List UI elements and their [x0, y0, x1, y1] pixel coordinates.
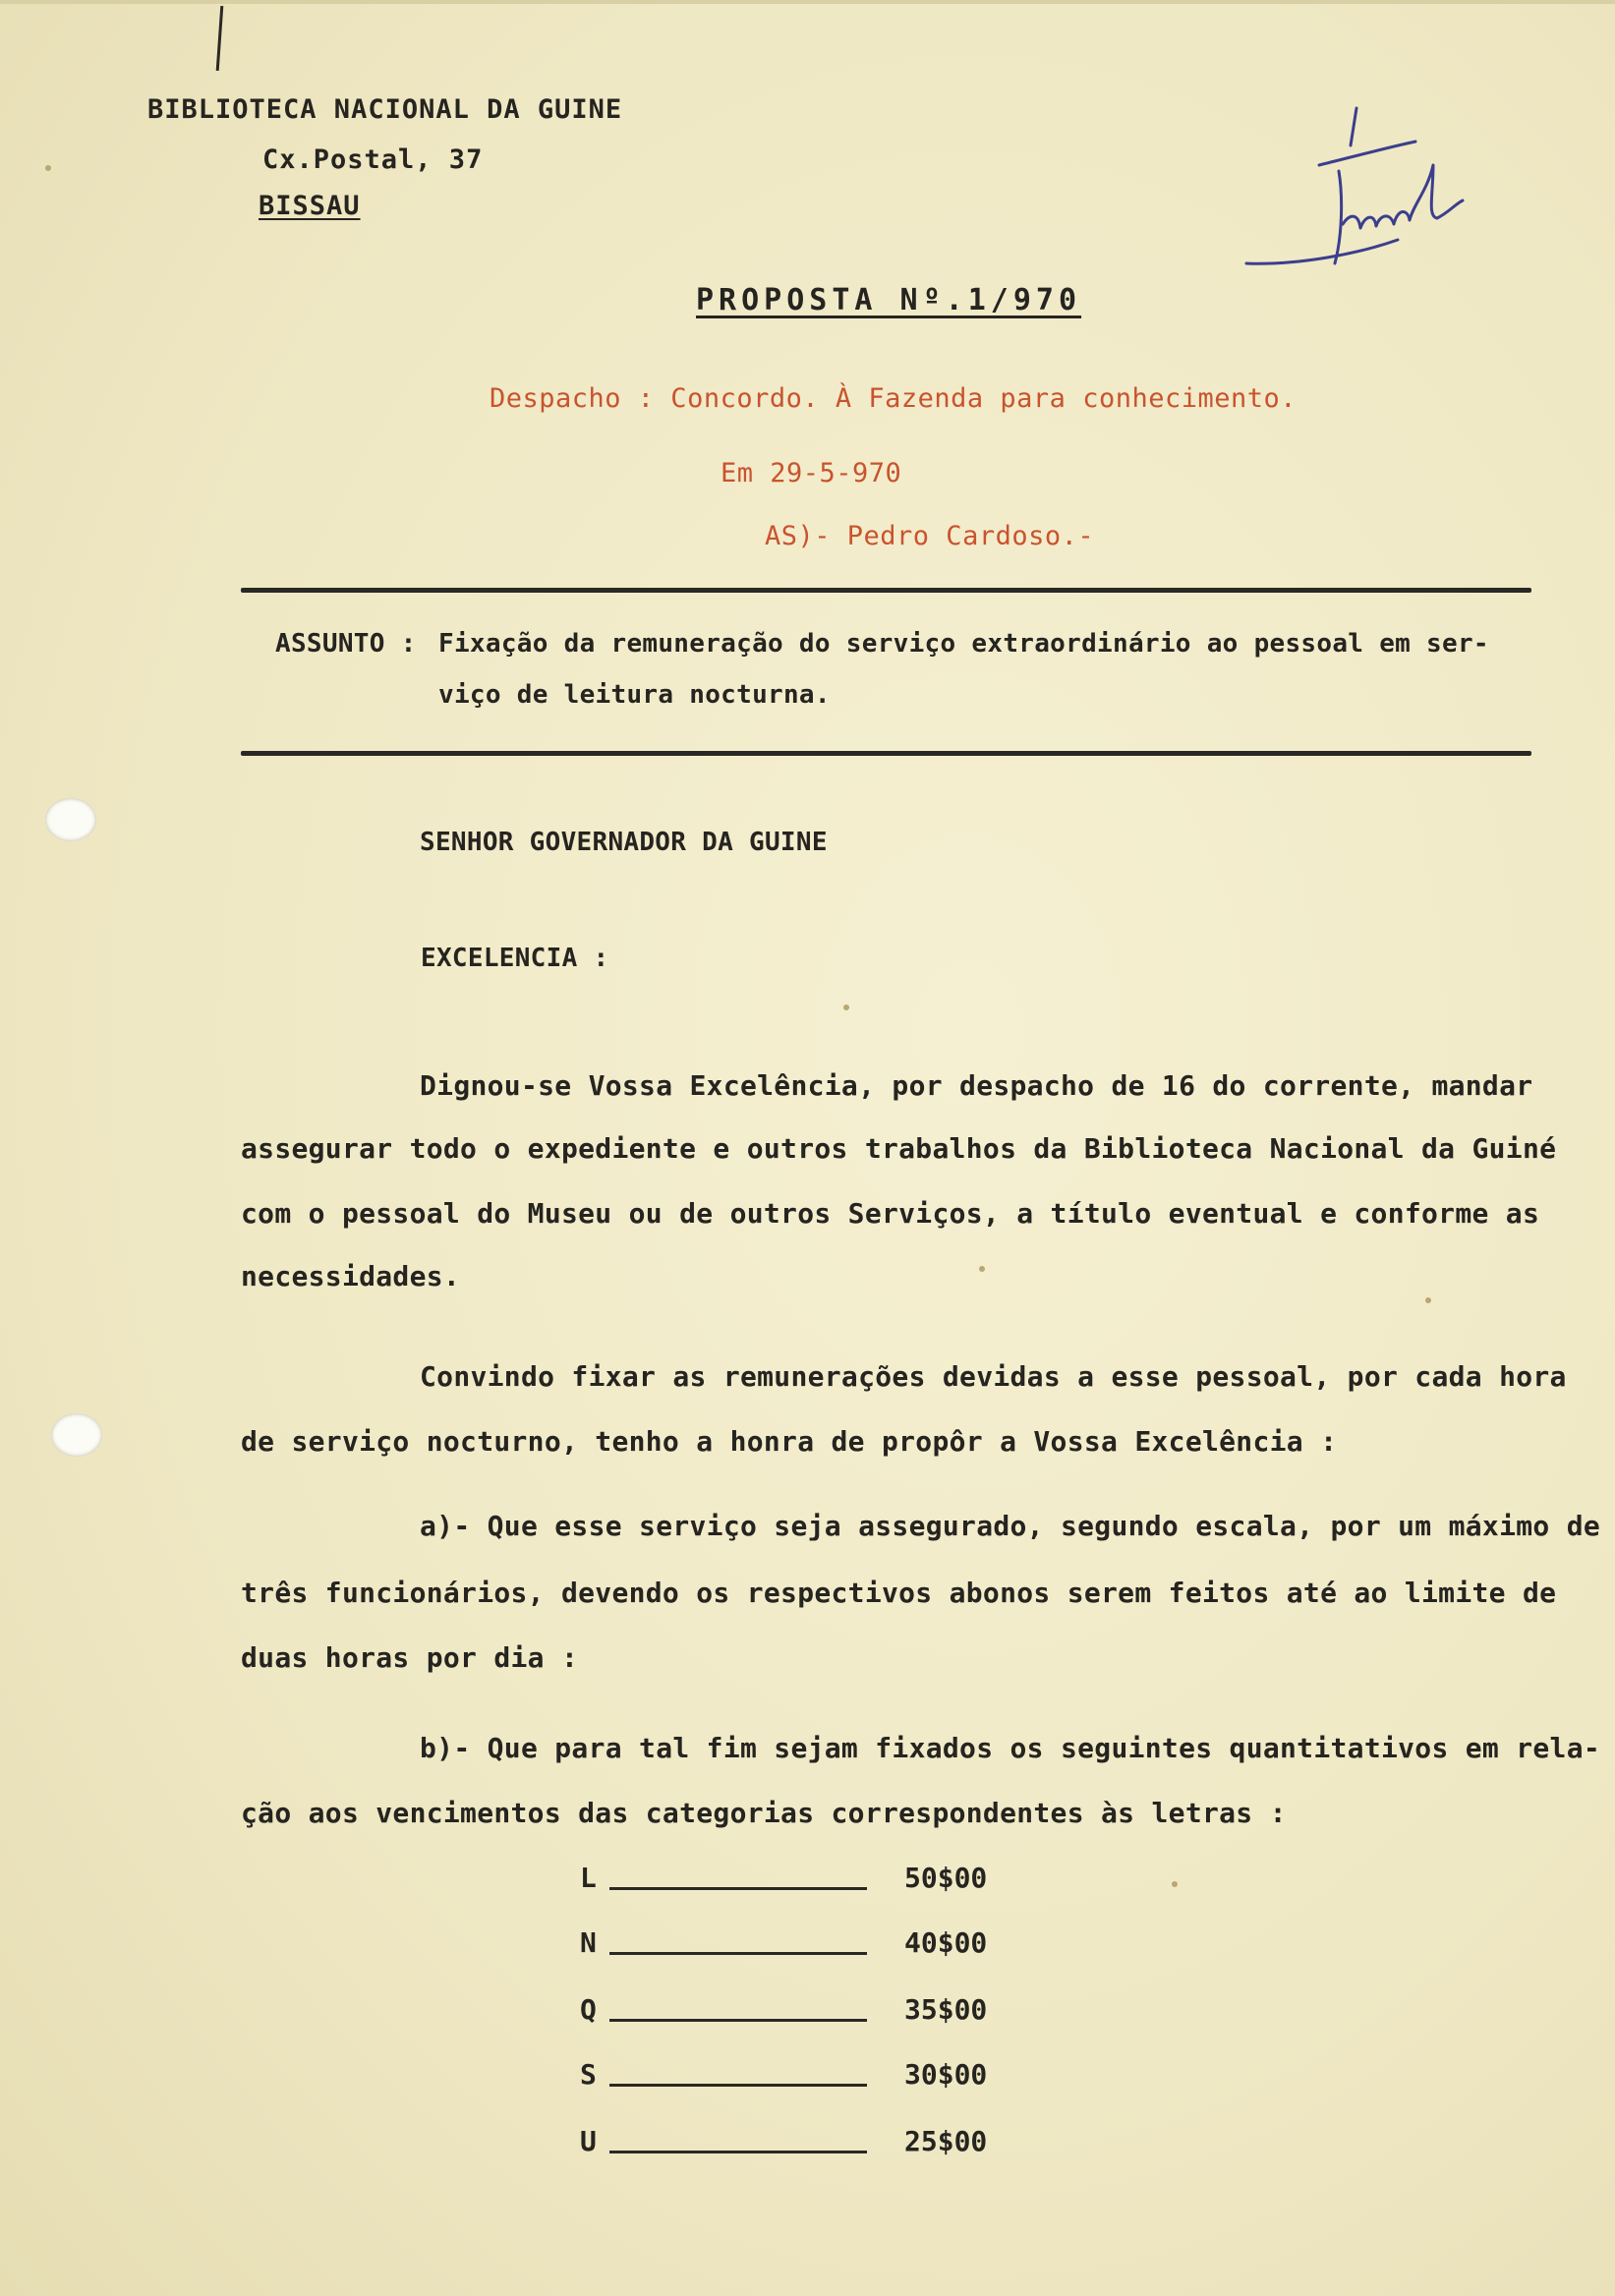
- page-edge: [0, 0, 1615, 4]
- rate-leader-line: [609, 2084, 867, 2087]
- separator-rule-bottom: [241, 751, 1531, 756]
- addressee: SENHOR GOVERNADOR DA GUINE: [420, 828, 828, 857]
- separator-rule-top: [241, 588, 1531, 593]
- despacho-date: Em 29-5-970: [721, 458, 902, 488]
- paragraph-4-line: b)- Que para tal fim sejam fixados os seguintes quantitativos em rela-: [420, 1732, 1601, 1764]
- rate-letter: Q: [580, 1993, 597, 2026]
- paper-speck: [979, 1266, 985, 1272]
- paragraph-1-line: Dignou-se Vossa Excelência, por despacho de 16 do corrente, mandar: [420, 1069, 1533, 1102]
- paragraph-4-line: ção aos vencimentos das categorias correspondentes às letras :: [241, 1797, 1287, 1829]
- handwritten-signature: [1240, 106, 1488, 283]
- rate-value: 50$00: [904, 1862, 988, 1894]
- rate-value: 30$00: [904, 2058, 988, 2091]
- paragraph-3-line: duas horas por dia :: [241, 1641, 579, 1674]
- despacho-signatory: AS)- Pedro Cardoso.-: [765, 521, 1095, 551]
- paragraph-3-line: a)- Que esse serviço seja assegurado, segundo escala, por um máximo de: [420, 1510, 1601, 1542]
- rate-letter: N: [580, 1926, 597, 1959]
- institution-name: BIBLIOTECA NACIONAL DA GUINE: [147, 94, 623, 125]
- rate-leader-line: [609, 1952, 867, 1955]
- despacho-line: Despacho : Concordo. À Fazenda para conhecimento.: [490, 383, 1298, 414]
- proposal-title: PROPOSTA Nº.1/970: [696, 283, 1082, 317]
- paragraph-1-line: necessidades.: [241, 1260, 461, 1292]
- paragraph-1-line: assegurar todo o expediente e outros trabalhos da Biblioteca Nacional da Guiné: [241, 1132, 1557, 1165]
- paper-speck: [45, 165, 51, 171]
- paper-speck: [1172, 1881, 1178, 1887]
- rate-leader-line: [609, 2151, 867, 2153]
- city-name: BISSAU: [259, 191, 361, 221]
- paragraph-1-line: com o pessoal do Museu ou de outros Serviços, a título eventual e conforme as: [241, 1197, 1540, 1230]
- paragraph-2-line: de serviço nocturno, tenho a honra de propôr a Vossa Excelência :: [241, 1425, 1338, 1458]
- rate-leader-line: [609, 1887, 867, 1890]
- rate-value: 35$00: [904, 1993, 988, 2026]
- paragraph-3-line: três funcionários, devendo os respectivos abonos serem feitos até ao limite de: [241, 1577, 1557, 1609]
- rate-value: 40$00: [904, 1926, 988, 1959]
- paper-speck: [843, 1004, 849, 1010]
- rate-letter: U: [580, 2125, 597, 2157]
- subject-line-2: viço de leitura nocturna.: [438, 680, 831, 710]
- punch-hole-top: [45, 798, 96, 841]
- paper-speck: [1425, 1297, 1431, 1303]
- rate-letter: L: [580, 1862, 597, 1894]
- rate-letter: S: [580, 2058, 597, 2091]
- subject-label: ASSUNTO :: [275, 629, 417, 659]
- subject-line-1: Fixação da remuneração do serviço extraordinário ao pessoal em ser-: [438, 629, 1489, 659]
- postal-address: Cx.Postal, 37: [262, 144, 484, 175]
- salutation: EXCELENCIA :: [421, 944, 609, 973]
- rate-value: 25$00: [904, 2125, 988, 2157]
- punch-hole-bottom: [51, 1413, 102, 1457]
- svg-text:1: 1: [1358, 136, 1359, 137]
- paragraph-2-line: Convindo fixar as remunerações devidas a esse pessoal, por cada hora: [420, 1360, 1567, 1393]
- rate-leader-line: [609, 2019, 867, 2022]
